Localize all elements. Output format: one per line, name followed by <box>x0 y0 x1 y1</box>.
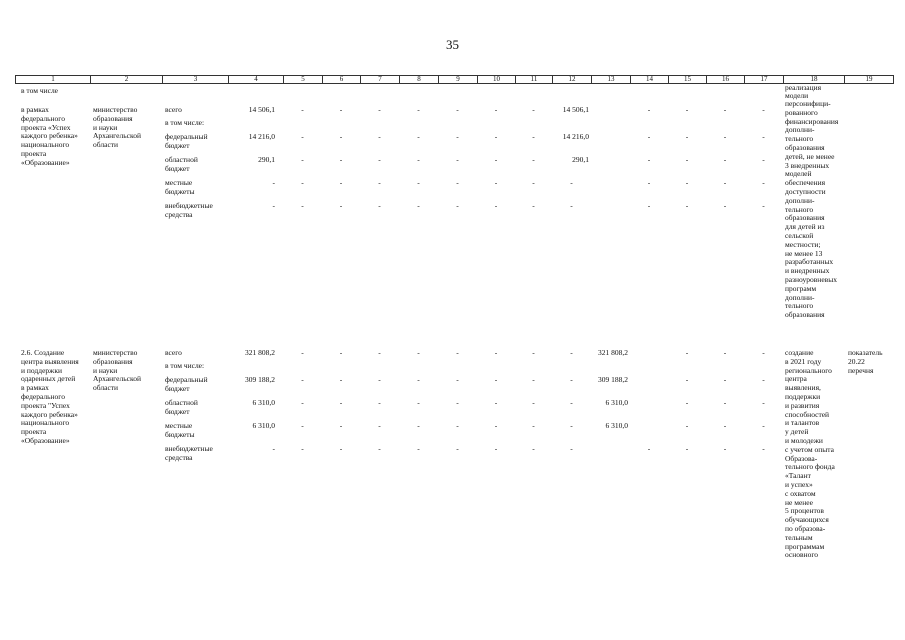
expected-result-text: тельного фонда <box>785 462 835 472</box>
column-header-9: 9 <box>439 76 478 84</box>
year-amount-value: - <box>685 444 689 453</box>
year-amount-value: - <box>723 155 727 164</box>
year-amount-value: - <box>685 105 689 114</box>
page-number: 35 <box>446 37 459 52</box>
year-amount-value: - <box>532 132 535 141</box>
amount-total-value: 309 188,2 <box>245 375 275 384</box>
year-amount-value: - <box>378 398 381 407</box>
year-amount-value: - <box>378 178 381 187</box>
year-amount-value: - <box>378 132 381 141</box>
funding-source-label: всего <box>165 348 182 357</box>
column-header-3: 3 <box>163 76 229 84</box>
column-header-12: 12 <box>553 76 592 84</box>
year-amount-value: - <box>685 398 689 407</box>
year-amount-value: - <box>494 444 498 453</box>
year-amount-value: - <box>532 444 535 453</box>
year-amount-value: - <box>494 155 498 164</box>
column-header-5: 5 <box>284 76 323 84</box>
year-amount-value: - <box>723 375 727 384</box>
column-header-1: 1 <box>16 76 91 84</box>
year-amount-value: - <box>570 348 573 357</box>
amount-total-value: - <box>272 178 275 187</box>
expected-result-text: дополни- <box>785 292 815 302</box>
year-amount-value: - <box>570 375 573 384</box>
year-amount-value: - <box>417 155 420 164</box>
year-amount-value: - <box>417 132 420 141</box>
year-amount-value: - <box>532 398 535 407</box>
year-amount-value: - <box>456 105 459 114</box>
year-amount-value: - <box>339 398 343 407</box>
expected-result-text: и внедренных <box>785 266 830 276</box>
year-amount-value: - <box>762 155 765 164</box>
funding-source-label: областной <box>165 155 198 164</box>
funding-source-label: в том числе: <box>165 361 205 370</box>
funding-source-label: внебюджетные <box>165 201 213 210</box>
expected-result-text: программ <box>785 283 817 293</box>
event-name-text: центра выявления <box>21 356 79 366</box>
year-amount-value: - <box>685 375 689 384</box>
year-amount-value: - <box>339 444 343 453</box>
expected-result-text: и молодежи <box>785 436 823 445</box>
year-amount-value: - <box>417 348 420 357</box>
year-amount-value: - <box>301 421 304 430</box>
column-header-15: 15 <box>669 76 707 84</box>
expected-result-text: и развития <box>785 400 820 410</box>
indicator-ref-text: перечня <box>848 365 874 375</box>
year-amount-value: - <box>762 421 765 430</box>
year-amount-value: - <box>378 201 381 210</box>
column-header-6: 6 <box>323 76 361 84</box>
event-name-text: «Образование» <box>21 436 70 445</box>
year-amount-value: - <box>532 155 535 164</box>
year-amount-value: - <box>647 132 651 141</box>
funding-source-label: федеральный <box>165 375 208 384</box>
executor-text: и науки <box>93 122 118 132</box>
expected-result-text: в 2021 году <box>785 356 822 366</box>
expected-result-text: «Талант <box>785 471 811 481</box>
year-amount-value: - <box>723 132 727 141</box>
event-name-text: проекта <box>21 427 47 437</box>
expected-result-text: не менее <box>785 497 813 507</box>
expected-result-text: тельного <box>785 301 814 311</box>
year-amount-value: - <box>494 178 498 187</box>
amount-total-value: - <box>272 444 275 453</box>
year-amount-value: - <box>647 178 651 187</box>
year-amount-value: - <box>532 178 535 187</box>
year-amount-value: - <box>532 421 535 430</box>
year-amount-value: 6 310,0 <box>605 421 628 430</box>
year-amount-value: - <box>685 132 689 141</box>
year-amount-value: - <box>378 348 381 357</box>
year-amount-value: - <box>301 348 304 357</box>
expected-result-text: образования <box>785 143 825 152</box>
year-amount-value: 14 506,1 <box>562 105 589 114</box>
year-amount-value: - <box>723 178 727 187</box>
expected-result-text: разноуровневых <box>785 275 837 284</box>
expected-result-text: с учетом опыта <box>785 444 834 454</box>
column-header-11: 11 <box>516 76 553 84</box>
year-amount-value: - <box>417 444 420 453</box>
executor-text: Архангельской <box>93 374 141 384</box>
amount-total-value: - <box>272 201 275 210</box>
executor-text: образования <box>93 113 133 123</box>
expected-result-text: не менее 13 <box>785 248 823 258</box>
year-amount-value: - <box>301 398 304 407</box>
funding-source-label: федеральный <box>165 132 208 141</box>
year-amount-value: - <box>301 155 304 164</box>
column-header-2: 2 <box>91 76 163 84</box>
expected-result-text: 3 внедренных <box>785 160 830 170</box>
event-name-text: и поддержки <box>21 365 62 375</box>
amount-total-value: 6 310,0 <box>252 421 275 430</box>
event-name-text: каждого ребенка» <box>21 409 78 419</box>
funding-source-label: внебюджетные <box>165 444 213 453</box>
column-header-10: 10 <box>478 76 516 84</box>
expected-result-text: выявления, <box>785 383 821 393</box>
year-amount-value: - <box>570 201 573 210</box>
expected-result-text: способностей <box>785 409 830 419</box>
event-name-text: федерального <box>21 392 65 401</box>
year-amount-value: 290,1 <box>572 155 589 164</box>
expected-result-text: доступности <box>785 187 826 196</box>
funding-source-label: местные <box>165 178 193 187</box>
year-amount-value: - <box>456 155 459 164</box>
expected-result-text: обучающихся <box>785 515 829 525</box>
year-amount-value: - <box>494 132 498 141</box>
year-amount-value: - <box>378 105 381 114</box>
amount-total-value: 14 216,0 <box>248 132 275 141</box>
event-name-text: проекта "Успех <box>21 400 70 410</box>
event-name-text: каждого ребенка» <box>21 131 78 141</box>
amount-total-value: 321 808,2 <box>245 348 275 357</box>
year-amount-value: - <box>456 201 459 210</box>
event-name-text: национального <box>21 140 70 150</box>
expected-result-text: персонифици- <box>785 99 831 108</box>
amount-total-value: 6 310,0 <box>252 398 275 407</box>
year-amount-value: - <box>532 105 535 114</box>
event-name-text: одаренных детей <box>21 374 76 384</box>
intro-label: в том числе <box>21 86 59 95</box>
funding-source-label: средства <box>165 209 193 219</box>
year-amount-value: - <box>456 375 459 384</box>
year-amount-value: - <box>456 421 459 430</box>
expected-result-text: детей, не менее <box>785 151 835 161</box>
year-amount-value: - <box>570 178 573 187</box>
expected-result-text: Образова- <box>785 453 818 463</box>
expected-result-text: с охватом <box>785 488 816 498</box>
year-amount-value: - <box>723 201 727 210</box>
year-amount-value: - <box>647 201 651 210</box>
year-amount-value: - <box>456 444 459 453</box>
expected-result-text: дополни- <box>785 125 815 135</box>
year-amount-value: 309 188,2 <box>598 375 628 384</box>
year-amount-value: - <box>685 421 689 430</box>
year-amount-value: - <box>762 178 765 187</box>
expected-result-text: по образова- <box>785 524 826 533</box>
expected-result-text: центра <box>785 374 807 384</box>
year-amount-value: - <box>762 105 765 114</box>
expected-result-text: создание <box>785 348 814 357</box>
year-amount-value: - <box>339 132 343 141</box>
column-number-header <box>15 75 894 84</box>
year-amount-value: - <box>723 444 727 453</box>
year-amount-value: - <box>339 105 343 114</box>
year-amount-value: - <box>339 178 343 187</box>
expected-result-text: поддержки <box>785 392 821 401</box>
executor-text: и науки <box>93 365 118 375</box>
year-amount-value: - <box>417 421 420 430</box>
column-header-19: 19 <box>845 76 894 84</box>
year-amount-value: - <box>647 444 651 453</box>
executor-text: образования <box>93 356 133 366</box>
amount-total-value: 290,1 <box>258 155 275 164</box>
year-amount-value: 6 310,0 <box>605 398 628 407</box>
year-amount-value: - <box>301 201 304 210</box>
expected-result-text: тельного <box>785 204 814 214</box>
year-amount-value: - <box>378 155 381 164</box>
year-amount-value: - <box>570 421 573 430</box>
year-amount-value: - <box>532 201 535 210</box>
event-name-text: проекта «Успех <box>21 122 71 132</box>
year-amount-value: - <box>417 201 420 210</box>
expected-result-text: у детей <box>785 427 809 437</box>
event-name-text: национального <box>21 418 70 428</box>
year-amount-value: - <box>723 348 727 357</box>
year-amount-value: - <box>494 348 498 357</box>
expected-result-text: моделей <box>785 169 812 179</box>
year-amount-value: - <box>417 398 420 407</box>
funding-source-label: всего <box>165 105 182 114</box>
executor-text: министерство <box>93 348 138 357</box>
year-amount-value: - <box>762 398 765 407</box>
expected-result-text: и талантов <box>785 418 820 428</box>
year-amount-value: - <box>301 444 304 453</box>
year-amount-value: - <box>378 444 381 453</box>
year-amount-value: - <box>301 178 304 187</box>
event-name-text: федерального <box>21 113 65 123</box>
funding-source-label: средства <box>165 452 193 462</box>
year-amount-value: - <box>339 375 343 384</box>
indicator-ref-text: 20.22 <box>848 356 865 366</box>
year-amount-value: - <box>723 421 727 430</box>
expected-result-text: образования <box>785 310 825 320</box>
expected-result-text: образования <box>785 213 825 223</box>
year-amount-value: - <box>723 105 727 114</box>
column-header-16: 16 <box>707 76 745 84</box>
funding-source-label: бюджет <box>165 383 190 393</box>
year-amount-value: - <box>762 201 765 210</box>
expected-result-text: для детей из <box>785 222 825 232</box>
year-amount-value: - <box>494 201 498 210</box>
year-amount-value: - <box>723 398 727 407</box>
expected-result-text: дополни- <box>785 195 815 205</box>
year-amount-value: - <box>339 201 343 210</box>
year-amount-value: - <box>456 348 459 357</box>
year-amount-value: - <box>494 421 498 430</box>
expected-result-text: обеспечения <box>785 178 826 188</box>
expected-result-text: рованного <box>785 107 818 117</box>
funding-source-label: бюджеты <box>165 186 195 196</box>
year-amount-value: - <box>570 444 573 453</box>
year-amount-value: - <box>456 398 459 407</box>
expected-result-text: тельного <box>785 134 814 144</box>
year-amount-value: 14 216,0 <box>562 132 589 141</box>
year-amount-value: - <box>685 348 689 357</box>
funding-source-label: местные <box>165 421 193 430</box>
executor-text: области <box>93 383 119 393</box>
column-header-13: 13 <box>592 76 631 84</box>
year-amount-value: - <box>685 178 689 187</box>
year-amount-value: - <box>339 155 343 164</box>
year-amount-value: - <box>647 105 651 114</box>
expected-result-text: и успех» <box>785 480 813 489</box>
year-amount-value: - <box>532 348 535 357</box>
year-amount-value: - <box>685 201 689 210</box>
expected-result-text: местности; <box>785 239 821 249</box>
column-header-7: 7 <box>361 76 400 84</box>
year-amount-value: 321 808,2 <box>598 348 628 357</box>
column-header-4: 4 <box>229 76 284 84</box>
event-name-text: в рамках <box>21 383 49 393</box>
event-name-text: в рамках <box>21 105 49 114</box>
year-amount-value: - <box>647 155 651 164</box>
column-header-8: 8 <box>400 76 439 84</box>
funding-source-label: бюджеты <box>165 429 195 439</box>
year-amount-value: - <box>762 348 765 357</box>
year-amount-value: - <box>532 375 535 384</box>
year-amount-value: - <box>762 375 765 384</box>
funding-source-label: в том числе: <box>165 118 205 127</box>
year-amount-value: - <box>456 178 459 187</box>
expected-result-text: тельным <box>785 532 813 542</box>
year-amount-value: - <box>301 375 304 384</box>
year-amount-value: - <box>685 155 689 164</box>
funding-result-text: модели <box>785 91 809 101</box>
year-amount-value: - <box>417 375 420 384</box>
year-amount-value: - <box>494 105 498 114</box>
year-amount-value: - <box>456 132 459 141</box>
year-amount-value: - <box>417 178 420 187</box>
indicator-ref-text: показатель <box>848 348 883 357</box>
funding-source-label: областной <box>165 398 198 407</box>
year-amount-value: - <box>339 348 343 357</box>
expected-result-text: 5 процентов <box>785 506 824 516</box>
year-amount-value: - <box>339 421 343 430</box>
funding-result-text: реализация <box>785 82 822 92</box>
year-amount-value: - <box>378 421 381 430</box>
year-amount-value: - <box>494 398 498 407</box>
executor-text: министерство <box>93 105 138 114</box>
year-amount-value: - <box>417 105 420 114</box>
year-amount-value: - <box>570 398 573 407</box>
event-name-text: «Образование» <box>21 157 70 167</box>
expected-result-text: сельской <box>785 231 814 240</box>
year-amount-value: - <box>494 375 498 384</box>
year-amount-value: - <box>378 375 381 384</box>
year-amount-value: - <box>762 444 765 453</box>
column-header-17: 17 <box>745 76 784 84</box>
event-name-text: проекта <box>21 149 47 158</box>
funding-source-label: бюджет <box>165 140 190 150</box>
executor-text: Архангельской <box>93 131 141 141</box>
expected-result-text: программам <box>785 541 825 551</box>
column-header-18: 18 <box>784 76 845 84</box>
year-amount-value: - <box>301 105 304 114</box>
column-header-14: 14 <box>631 76 669 84</box>
funding-source-label: бюджет <box>165 163 190 173</box>
expected-result-text: разработанных <box>785 257 834 267</box>
expected-result-text: финансирования <box>785 116 839 126</box>
expected-result-text: основного <box>785 550 818 560</box>
event-name-text: 2.6. Создание <box>21 348 65 357</box>
executor-text: области <box>93 140 119 150</box>
expected-result-text: регионального <box>785 365 832 375</box>
year-amount-value: - <box>762 132 765 141</box>
amount-total-value: 14 506,1 <box>248 105 275 114</box>
year-amount-value: - <box>301 132 304 141</box>
funding-source-label: бюджет <box>165 406 190 416</box>
